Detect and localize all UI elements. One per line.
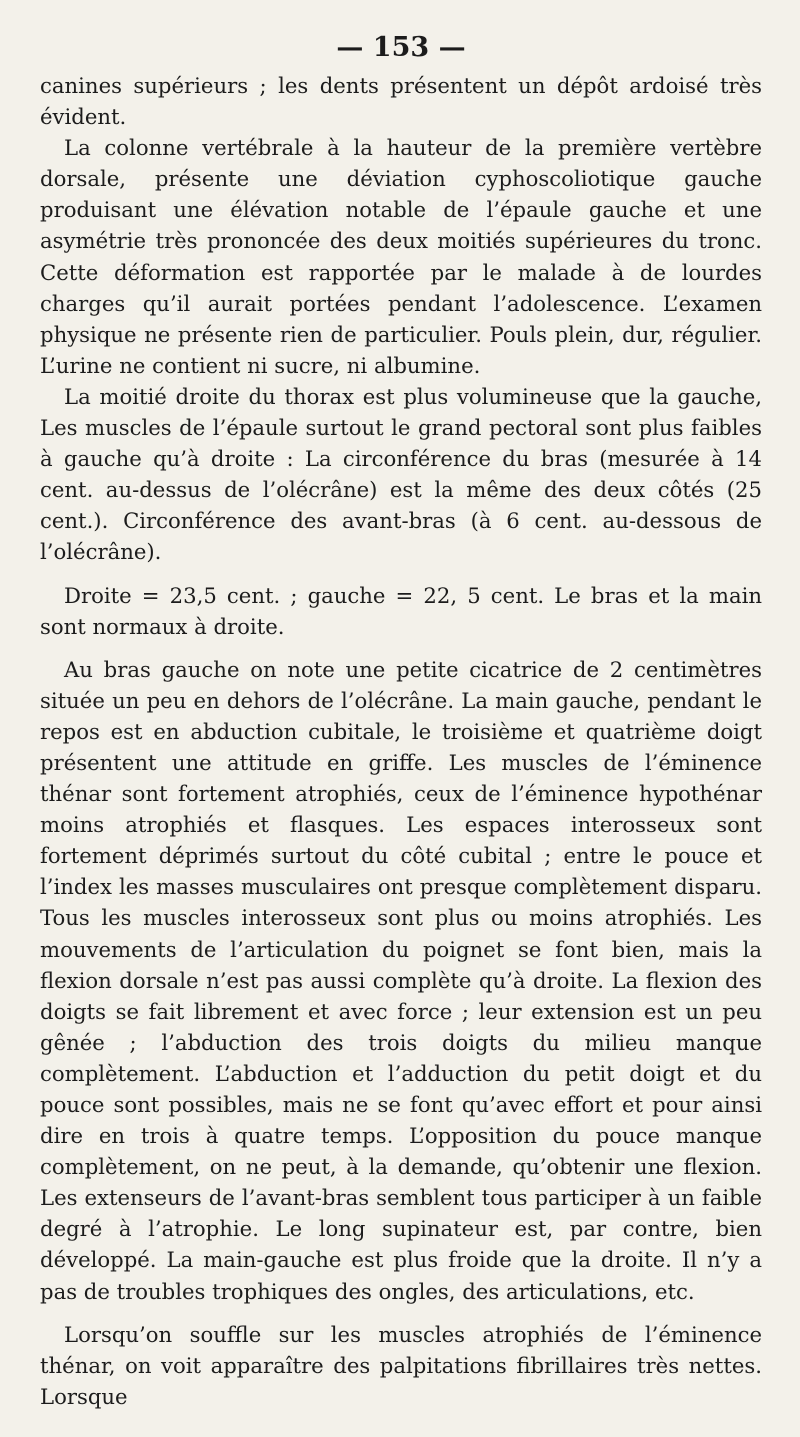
paragraph-spine: La colonne vertébrale à la hauteur de la première vertèbre dorsale, présente une déviation cyphoscoliotique gauche produisant une élévation notable de l’épaule gauche et une asymétrie très prononcée des deux moitiés supérieures du tronc. Cette déformation est rapportée par le malade à de lourdes charges qu’il aurait portées pendant l’adolescence. L’examen physique ne présente rien de particulier. Pouls plein, dur, régulier. L’urine ne contient ni sucre, ni albumine. [40,135,762,378]
body-text [40,70,762,1412]
paragraph-fibrillary: Lorsqu’on souffle sur les muscles atrophiés de l’éminence thénar, on voit apparaître des palpitations fibrillaires très nettes. Lorsque [40,1321,762,1409]
paragraph-continuation: canines supérieurs ; les dents présentent un dépôt ardoisé très évident. [40,73,762,130]
page-number: — 153 — [336,32,466,63]
paragraph-left-arm: Au bras gauche on note une petite cicatrice de 2 centimètres située un peu en dehors de l’olécrâne. La main gauche, pendant le repos est en abduction cubitale, le troisième et quatrième doigt présentent une attitude en griffe. Les muscles de l’éminence thénar sont fortement atrophiés, ceux de l’éminence hypothénar moins atrophiés et flasques. Les espaces interosseux sont fortement déprimés surtout du côté cubital ; entre le pouce et l’index les masses musculaires ont presque complètement disparu. Tous les muscles interosseux sont plus ou moins atrophiés. Les mouvements de l’articulation du poignet se font bien, mais la flexion dorsale n’est pas aussi complète qu’à droite. La flexion des doigts se fait librement et avec force ; leur extension est un peu gênée ; l’abduction des trois doigts du milieu manque complètement. L’abduction et l’adduction du petit doigt et du pouce sont possibles, mais ne se font qu’avec effort et pour ainsi dire en trois à quatre temps. L’opposition du pouce manque complètement, on ne peut, à la demande, qu’obtenir une flexion. Les extenseurs de l’avant-bras semblent tous participer à un faible degré à l’atrophie. Le long supinateur est, par contre, bien développé. La main-gauche est plus froide que la droite. Il n’y a pas de troubles trophiques des ongles, des articulations, etc. [40,656,762,1304]
paragraph-thorax: La moitié droite du thorax est plus volumineuse que la gauche, Les muscles de l’épaule surtout le grand pectoral sont plus faibles à gauche qu’à droite : La circonférence du bras (mesurée à 14 cent. au-dessus de l’olécrâne) est la même des deux côtés (25 cent.). Circonférence des avant-bras (à 6 cent. au-dessous de l’olécrâne). [40,383,762,565]
paragraph-measurements: Droite = 23,5 cent. ; gauche = 22, 5 cent. Le bras et la main sont normaux à droite. [40,582,762,639]
